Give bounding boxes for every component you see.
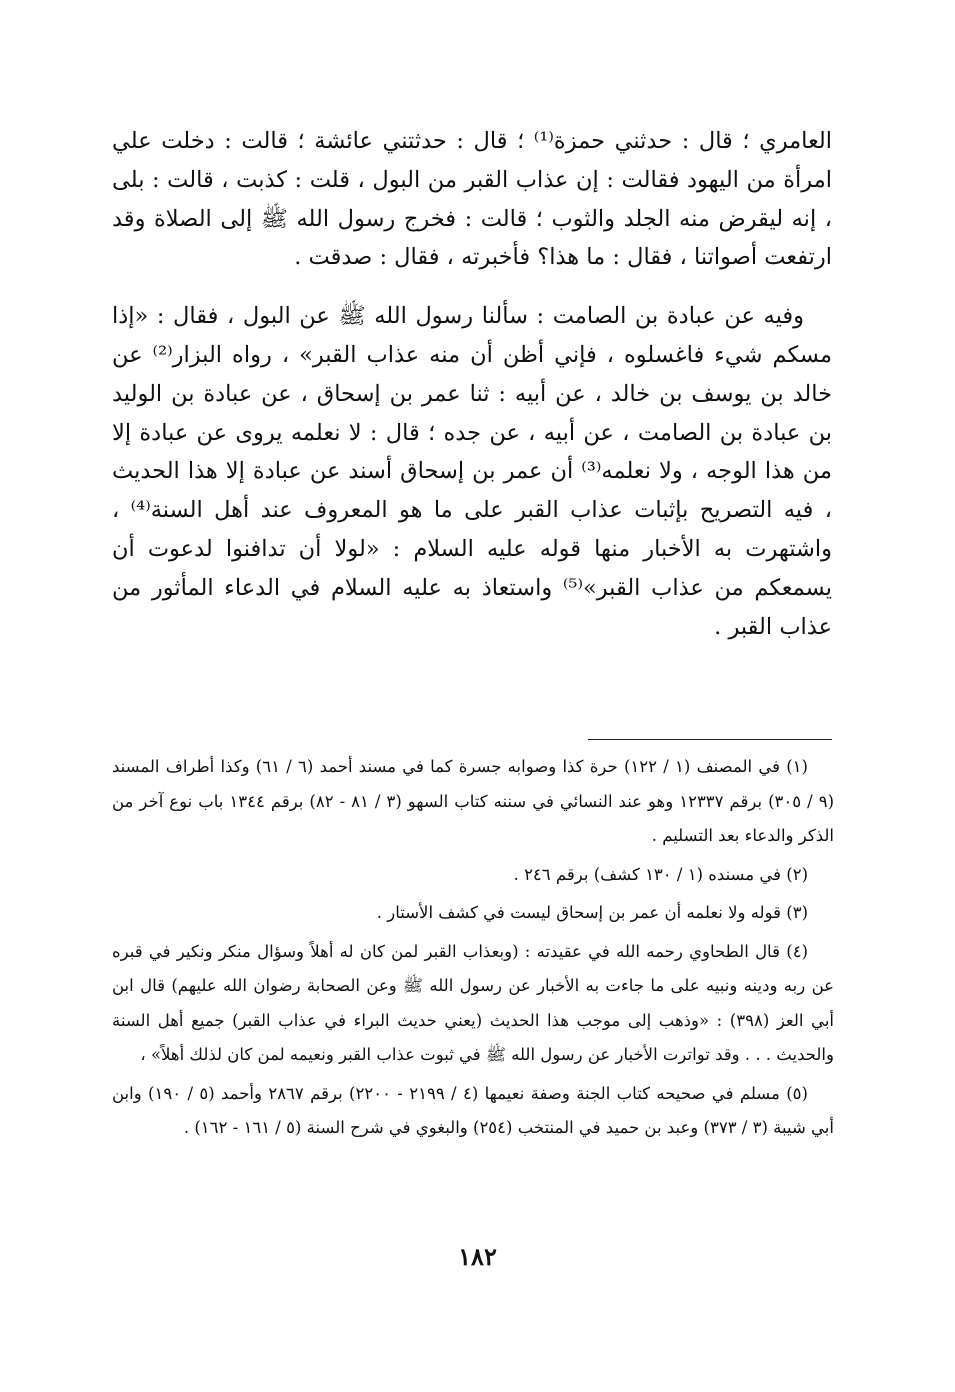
footnotes bbox=[112, 750, 834, 1150]
page-number: ١٨٢ bbox=[458, 1242, 497, 1271]
main-text bbox=[112, 122, 832, 646]
footnote-4: (٤) قال الطحاوي رحمه الله في عقيدته : (وبعذاب القبر لمن كان له أهلاً وسؤال منكر ونكير في قبره عن ربه ودينه ونبيه على ما جاءت به الأخبار عن رسول الله ﷺ وعن الصحابة رضوان الله عليهم) قال ابن أبي العز (٣٩٨) : «وذهب إلى موجب هذا الحديث (يعني حديث البراء في عذاب القبر) جميع أهل السنة والحديث . . . وقد تواترت الأخبار عن رسول الله ﷺ في ثبوت عذاب القبر ونعيمه لمن كان لذلك أهلاً» ، bbox=[112, 941, 834, 1064]
footnote-3: (٣) قوله ولا نعلمه أن عمر بن إسحاق ليست في كشف الأستار . bbox=[376, 903, 808, 922]
paragraph-1: العامري ؛ قال : حدثني حمزة⁽¹⁾ ؛ قال : حدثتني عائشة ؛ قالت : دخلت علي امرأة من اليهود فقالت : إن عذاب القبر من البول ، قلت : كذبت ، قالت : بلى ، إنه ليقرض منه الجلد والثوب ؛ قالت : فخرج رسول الله ﷺ إلى الصلاة وقد ارتفعت أصواتنا ، فقال : ما هذا؟ فأخبرته ، فقال : صدقت . bbox=[112, 128, 832, 271]
footnote-separator bbox=[588, 739, 832, 741]
footnote-5: (٥) مسلم في صحيحه كتاب الجنة وصفة نعيمها (٤ / ٢١٩٩ - ٢٢٠٠) برقم ٢٨٦٧ وأحمد (٥ / ١٩٠) وابن أبي شيبة (٣ / ٣٧٣) وعبد بن حميد في المنتخب (٢٥٤) والبغوي في شرح السنة (٥ / ١٦١ - ١٦٢) . bbox=[112, 1083, 834, 1137]
footnote-1: (١) في المصنف (١ / ١٢٢) حرة كذا وصوابه جسرة كما في مسند أحمد (٦ / ٦١) وكذا أطراف المسند (٩ / ٣٠٥) برقم ١٢٣٣٧ وهو عند النسائي في سننه كتاب السهو (٣ / ٨١ - ٨٢) برقم ١٣٤٤ باب نوع آخر من الذكر والدعاء بعد التسليم . bbox=[112, 757, 834, 845]
paragraph-2: وفيه عن عبادة بن الصامت : سألنا رسول الله ﷺ عن البول ، فقال : «إذا مسكم شيء فاغسلوه ، فإني أظن أن منه عذاب القبر» ، رواه البزار⁽²⁾ عن خالد بن يوسف بن خالد ، عن أبيه : ثنا عمر بن إسحاق ، عن عبادة بن الوليد بن عبادة بن الصامت ، عن أبيه ، عن جده ؛ قال : لا نعلمه يروى عن عبادة إلا من هذا الوجه ، ولا نعلمه⁽³⁾ أن عمر بن إسحاق أسند عن عبادة إلا هذا الحديث ، فيه التصريح بإثبات عذاب القبر على ما هو المعروف عند أهل السنة⁽⁴⁾ ، واشتهرت به الأخبار منها قوله عليه السلام : «لولا أن تدافنوا لدعوت أن يسمعكم من عذاب القبر»⁽⁵⁾ واستعاذ به عليه السلام في الدعاء المأثور من عذاب القبر . bbox=[112, 303, 832, 640]
footnote-2: (٢) في مسنده (١ / ١٣٠ كشف) برقم ٢٤٦ . bbox=[513, 864, 808, 884]
